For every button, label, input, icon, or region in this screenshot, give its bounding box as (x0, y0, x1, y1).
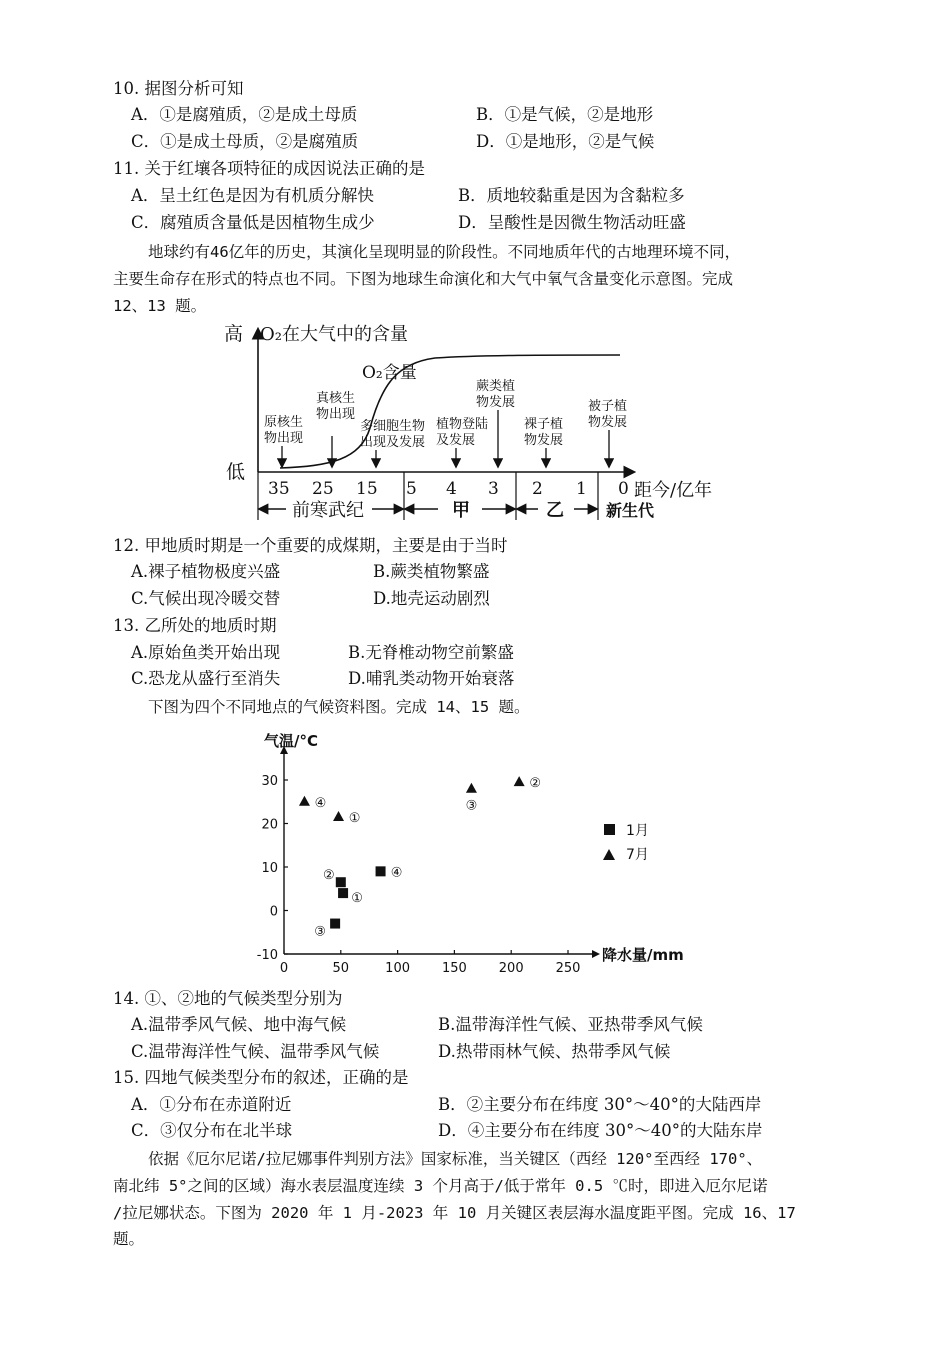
climate-xtick-label-200: 200 (498, 961, 524, 976)
tick-3: 3 (488, 479, 499, 499)
climate-xtick-label-50: 50 (332, 961, 350, 976)
q15-stem: 15. 四地气候类型分布的叙述，正确的是 (113, 1068, 409, 1087)
q13-stem: 13. 乙所处的地质时期 (113, 616, 277, 635)
climate-ylabel: 气温/°C (264, 732, 318, 750)
y-high-label: 高 (224, 323, 244, 345)
event-multicellular-l1: 多细胞生物 (360, 419, 426, 434)
tick-35: 35 (268, 479, 290, 499)
climate-xtick-label-250: 250 (555, 961, 581, 976)
y-low-label: 低 (226, 461, 246, 483)
y-title: O₂在大气中的含量 (260, 324, 408, 345)
legend-jan-marker (604, 824, 615, 835)
jul-point (466, 783, 477, 793)
jul-point (299, 796, 310, 806)
event-prokaryote-l1: 原核生 (264, 415, 304, 430)
q14-option-c[interactable]: C.温带海洋性气候、温带季风气候 (131, 1042, 380, 1061)
o2-curve-label: O₂含量 (362, 363, 417, 383)
q12-option-d[interactable]: D.地壳运动剧烈 (373, 589, 490, 608)
intro3-line2: 南北纬 5°之间的区域）海水表层温度连续 3 个月高于/低于常年 0.5 ℃时，即进入厄尔尼诺 (113, 1177, 768, 1195)
jan-point (330, 919, 340, 929)
q15-option-b[interactable]: B．②主要分布在纬度 30°～40°的大陆西岸 (438, 1095, 762, 1114)
tick-15: 15 (356, 479, 378, 499)
q14-option-a[interactable]: A.温带季风气候、地中海气候 (131, 1015, 347, 1034)
jul-point-label: ② (529, 776, 541, 792)
legend-jan-label: 1月 (626, 823, 649, 839)
era-jia: 甲 (452, 500, 470, 521)
q13-option-b[interactable]: B.无脊椎动物空前繁盛 (348, 643, 514, 662)
q11-option-d[interactable]: D．呈酸性是因微生物活动旺盛 (458, 213, 686, 232)
event-ferns-l2: 物发展 (476, 395, 516, 410)
climate-ytick-label-30: 30 (261, 774, 278, 789)
event-multicellular-l2: 出现及发展 (360, 435, 426, 450)
q13-option-a[interactable]: A.原始鱼类开始出现 (131, 643, 281, 662)
era-precambrian: 前寒武纪 (292, 500, 364, 521)
q13-option-c[interactable]: C.恐龙从盛行至消失 (131, 669, 281, 688)
jan-point (338, 888, 348, 898)
tick-5: 5 (406, 479, 417, 499)
q10-option-b[interactable]: B．①是气候，②是地形 (476, 105, 654, 124)
q15-option-a[interactable]: A．①分布在赤道附近 (131, 1095, 292, 1114)
jan-point (376, 866, 386, 876)
jul-point-label: ① (348, 810, 361, 826)
jan-point-label: ① (351, 891, 363, 907)
event-prokaryote-l2: 物出现 (264, 431, 304, 446)
q12-stem: 12. 甲地质时期是一个重要的成煤期，主要是由于当时 (113, 536, 508, 555)
climate-x-arrow (592, 950, 600, 958)
jul-point-label: ③ (465, 798, 478, 814)
tick-4: 4 (446, 479, 457, 499)
climate-xlabel: 降水量/mm (602, 946, 684, 964)
q15-option-d[interactable]: D．④主要分布在纬度 30°～40°的大陆东岸 (438, 1121, 763, 1140)
era-cenozoic: 新生代 (606, 501, 655, 520)
jul-point (514, 776, 525, 786)
tick-25: 25 (312, 479, 334, 499)
q14-option-b[interactable]: B.温带海洋性气候、亚热带季风气候 (438, 1015, 703, 1034)
legend-jul-marker (603, 849, 615, 860)
jan-point (336, 877, 346, 887)
event-ferns-l1: 蕨类植 (476, 379, 516, 394)
q12-option-a[interactable]: A.裸子植物极度兴盛 (131, 562, 281, 581)
jan-point-label: ④ (390, 865, 403, 881)
intro3-line4: 题。 (113, 1230, 145, 1248)
q15-option-c[interactable]: C．③仅分布在北半球 (131, 1121, 293, 1140)
o2-evolution-chart (220, 318, 730, 530)
legend-jul-label: 7月 (626, 847, 649, 863)
era-yi: 乙 (546, 500, 564, 521)
tick-0: 0 (618, 479, 629, 499)
q11-stem: 11. 关于红壤各项特征的成因说法正确的是 (113, 159, 425, 178)
q10-option-c[interactable]: C．①是成土母质，②是腐殖质 (131, 132, 359, 151)
tick-1: 1 (576, 479, 587, 499)
event-land-plants-l2: 及发展 (436, 433, 476, 448)
q11-option-a[interactable]: A．呈土红色是因为有机质分解快 (131, 186, 374, 205)
jan-point-label: ③ (314, 924, 326, 940)
intro3-line1: 依据《厄尔尼诺/拉尼娜事件判别方法》国家标准，当关键区（西经 120°至西经 170°、 (148, 1150, 763, 1168)
event-angiosperms-l1: 被子植 (588, 399, 628, 414)
event-gymnosperms-l2: 物发展 (524, 433, 564, 448)
intro3-line3: /拉尼娜状态。下图为 2020 年 1 月-2023 年 10 月关键区表层海水温度距平图。完成 16、17 (113, 1204, 796, 1222)
climate-xtick-label-100: 100 (385, 961, 411, 976)
q10-option-d[interactable]: D．①是地形，②是气候 (476, 132, 655, 151)
event-angiosperms-l2: 物发展 (588, 415, 628, 430)
climate-xtick-label-0: 0 (279, 961, 289, 976)
jan-point-label: ② (322, 868, 335, 884)
q13-option-d[interactable]: D.哺乳类动物开始衰落 (348, 669, 515, 688)
event-land-plants-l1: 植物登陆 (436, 417, 489, 432)
q14-option-d[interactable]: D.热带雨林气候、热带季风气候 (438, 1042, 671, 1061)
climate-scatter-chart (250, 728, 710, 978)
event-eukaryote-l1: 真核生 (316, 391, 356, 406)
q12-option-b[interactable]: B.蕨类植物繁盛 (373, 562, 490, 581)
q10-option-a[interactable]: A．①是腐殖质，②是成土母质 (131, 105, 358, 124)
climate-ytick-label-10: 10 (261, 861, 278, 876)
q11-option-b[interactable]: B．质地较黏重是因为含黏粒多 (458, 186, 685, 205)
intro2: 下图为四个不同地点的气候资料图。完成 14、15 题。 (148, 698, 530, 716)
intro1-line2: 主要生命存在形式的特点也不同。下图为地球生命演化和大气中氧气含量变化示意图。完成 (113, 270, 734, 288)
climate-ytick-label-0: 0 (269, 904, 278, 920)
jul-point (333, 811, 344, 821)
event-gymnosperms-l1: 裸子植 (524, 417, 564, 432)
intro1-line3: 12、13 题。 (113, 297, 207, 315)
q11-option-c[interactable]: C．腐殖质含量低是因植物生成少 (131, 213, 375, 232)
climate-ytick-label--10: -10 (256, 948, 278, 963)
x-axis-title: 距今/亿年 (634, 480, 713, 501)
event-eukaryote-l2: 物出现 (316, 407, 356, 422)
jul-point-label: ④ (314, 795, 327, 811)
q10-stem: 10. 据图分析可知 (113, 79, 244, 98)
q12-option-c[interactable]: C.气候出现冷暖交替 (131, 589, 281, 608)
intro1-line1: 地球约有46亿年的历史，其演化呈现明显的阶段性。不同地质年代的古地理环境不同， (148, 243, 741, 261)
q14-stem: 14. ①、②地的气候类型分别为 (113, 989, 343, 1008)
climate-ytick-label-20: 20 (261, 817, 278, 833)
climate-xtick-label-150: 150 (441, 961, 467, 976)
tick-2: 2 (532, 479, 543, 499)
